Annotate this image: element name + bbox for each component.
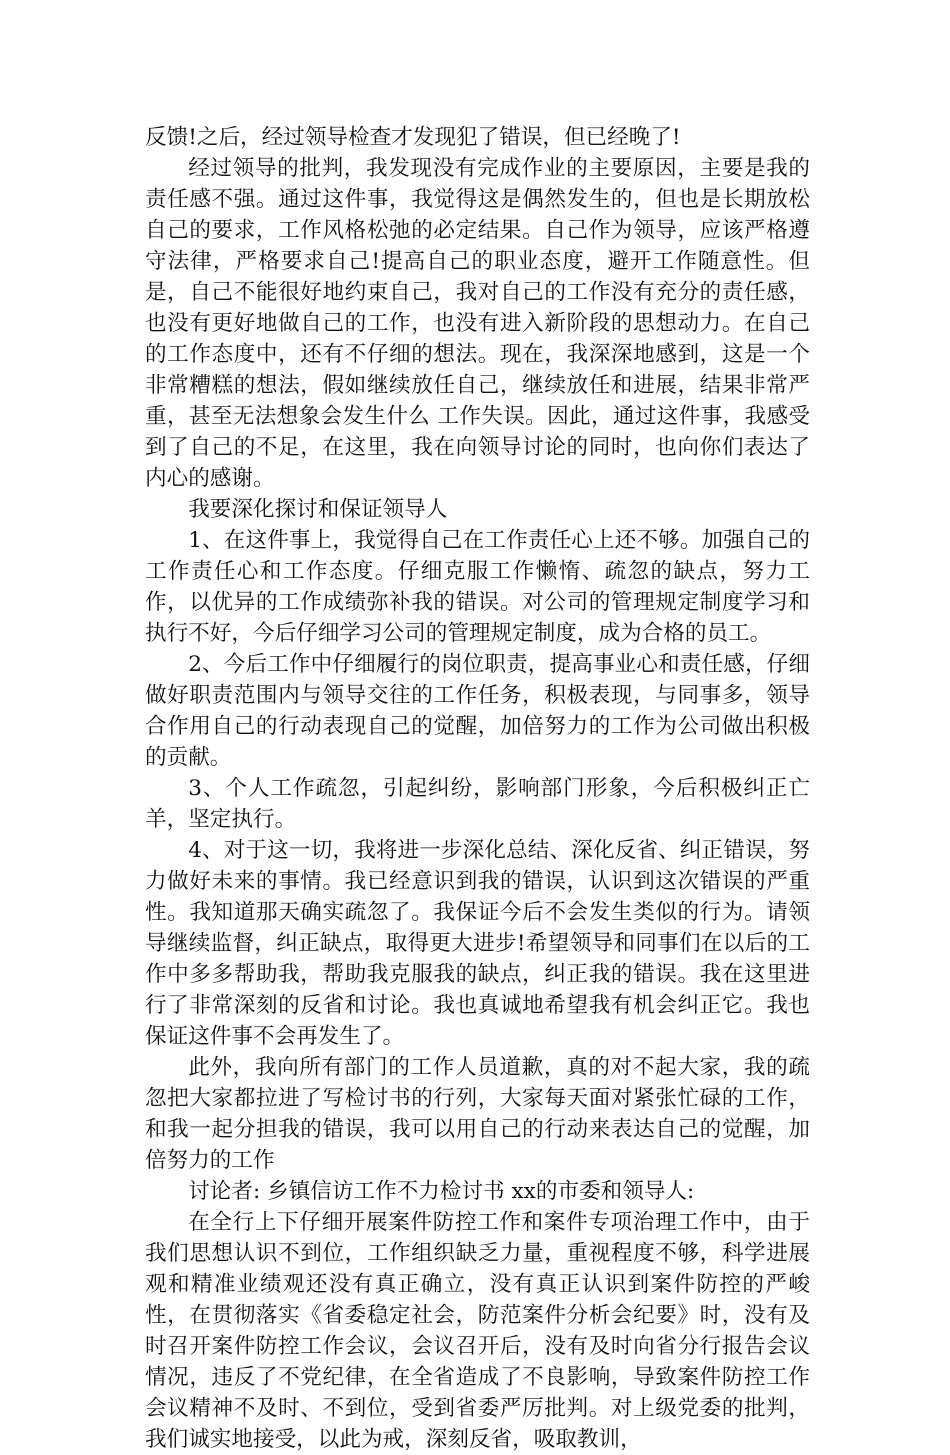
document-body [145,122,810,1455]
paragraph-apology: 此外，我向所有部门的工作人员道歉，真的对不起大家，我的疏忽把大家都拉进了写检讨书的行列，大家每天面对紧张忙碌的工作，和我一起分担我的错误，我可以用自己的行动来表达自己的觉醒，加倍努力的工作 [145,1055,810,1173]
paragraph-item-2: 2、今后工作中仔细履行的岗位职责，提高事业心和责任感，仔细做好职责范围内与领导交往的工作任务，积极表现，与同事多，领导合作用自己的行动表现自己的觉醒，加倍努力的工作为公司做出积极的贡献。 [145,652,810,770]
paragraph-opening: 反馈!之后，经过领导检查才发现犯了错误，但已经晚了! [145,125,681,150]
paragraph-reflection: 经过领导的批判，我发现没有完成作业的主要原因，主要是我的责任感不强。通过这件事，我觉得这是偶然发生的，但也是长期放松自己的要求，工作风格松弛的必定结果。自己作为领导，应该严格遵守法律，严格要求自己!提高自己的职业态度，避开工作随意性。但是，自己不能很好地约束自己，我对自己的工作没有充分的责任感，也没有更好地做自己的工作，也没有进入新阶段的思想动力。在自己的工作态度中，还有不仔细的想法。现在，我深深地感到，这是一个非常糟糕的想法，假如继续放任自己，继续放任和进展，结果非常严重，甚至无法想象会发生什么 工作失误。因此，通过这件事，我感受到了自己的不足，在这里，我在向领导讨论的同时，也向你们表达了内心的感谢。 [145,156,810,491]
paragraph-heading-pledge: 我要深化探讨和保证领导人 [188,497,448,522]
paragraph-item-4: 4、对于这一切，我将进一步深化总结、深化反省、纠正错误，努力做好未来的事情。我已经意识到我的错误，认识到这次错误的严重性。我知道那天确实疏忽了。我保证今后不会发生类似的行为。请领导继续监督，纠正缺点，取得更大进步!希望领导和同事们在以后的工作中多多帮助我，帮助我克服我的缺点，纠正我的错误。我在这里进行了非常深刻的反省和讨论。我也真诚地希望我有机会纠正它。我也保证这件事不会再发生了。 [145,838,810,1049]
paragraph-second-letter-header: 讨论者: 乡镇信访工作不力检讨书 xx的市委和领导人: [188,1179,695,1204]
paragraph-second-letter-body: 在全行上下仔细开展案件防控工作和案件专项治理工作中，由于我们思想认识不到位，工作组织缺乏力量，重视程度不够，科学进展观和精准业绩观还没有真正确立，没有真正认识到案件防控的严峻性，在贯彻落实《省委稳定社会，防范案件分析会纪要》时，没有及时召开案件防控工作会议，会议召开后，没有及时向省分行报告会议情况，违反了不党纪律，在全省造成了不良影响，导致案件防控工作会议精神不及时、不到位，受到省委严厉批判。对上级党委的批判，我们诚实地接受，以此为戒，深刻反省，吸取教训， [145,1210,810,1452]
paragraph-item-3: 3、个人工作疏忽，引起纠纷，影响部门形象，今后积极纠正亡羊，坚定执行。 [145,776,810,832]
paragraph-item-1: 1、在这件事上，我觉得自己在工作责任心上还不够。加强自己的工作责任心和工作态度。仔细克服工作懒惰、疏忽的缺点，努力工作，以优异的工作成绩弥补我的错误。对公司的管理规定制度学习和执行不好，今后仔细学习公司的管理规定制度，成为合格的员工。 [145,528,810,646]
